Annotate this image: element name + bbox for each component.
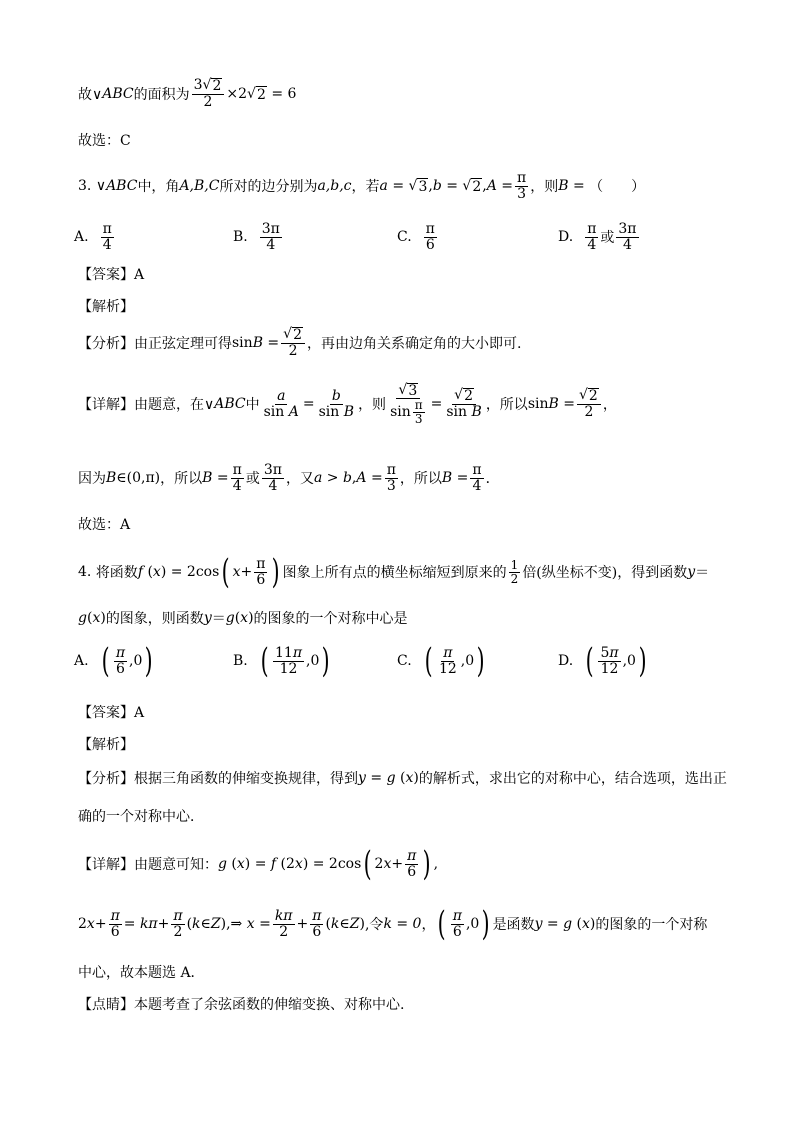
q3-if: ，若	[351, 179, 380, 195]
q3-xiangjie-text4: ，所以	[485, 397, 528, 413]
q3-angles: A,B,C	[179, 178, 220, 194]
q3-since-or: 或	[245, 471, 260, 487]
q4-stem-text1: 将函数	[95, 565, 138, 581]
q3-option-a-label: A.	[74, 229, 89, 246]
q3-stem-text: 中，角	[137, 179, 180, 195]
q4-option-c: C. ( $\frac{\pi}{12}$ ,0 )	[397, 641, 485, 681]
q4-stem-eq: ＝	[695, 565, 710, 581]
q4-dianjing-text: 本题考查了余弦函数的伸缩变换、对称中心.	[134, 997, 405, 1013]
q3-xiangjie-text5: ，	[602, 397, 617, 413]
q4-answer	[78, 702, 734, 722]
q3-fenxi-tag: 【分析】	[78, 336, 134, 352]
q3-since-text2: ，所以	[160, 471, 203, 487]
q3-xiangjie-tag: 【详解】	[78, 397, 134, 413]
q4-option-d: D. ( $\frac{5\pi}{12}$ ,0 )	[558, 641, 647, 681]
q4-stem-text2: 图象上所有点的横坐标缩短到原来的	[282, 565, 507, 581]
q3-option-c-label: C.	[397, 229, 412, 246]
q3-xiangjie-triangle: ABC	[214, 396, 246, 412]
q4-conclude	[78, 962, 734, 982]
q4-dianjing-tag: 【点睛】	[78, 997, 134, 1013]
area-text: 的面积为	[133, 87, 190, 103]
prev-answer-text: 故选：C	[78, 133, 131, 149]
q4-analysis-head	[78, 734, 734, 754]
q3-xiangjie-text3: ，则	[358, 397, 387, 413]
q4-xiangjie-tag: 【详解】	[78, 857, 134, 873]
q4-solve-text4: 的图象的一个对称	[595, 917, 708, 933]
q3-since: 因为 B∈(0,π) ，所以 B = $\frac{\pi}{4}$ 或 $\frac{3\pi}{4}$ ，又 a > b,A = $\frac{\pi}{3}$ ，所以 B = $\frac{\pi}{4}$ ．	[78, 461, 500, 494]
q4-analysis-label: 【解析】	[78, 737, 134, 753]
q3-analysis-label: 【解析】	[78, 299, 134, 315]
q3-fenxi: 【分析】 由正弦定理可得 sinB = √ 2 2 ，再由边角关系确定角的大小即可.	[78, 326, 522, 359]
q4-stem: 4. 将函数 f (x) = 2cos ( x + $\frac{\pi}{6}$ ) 图象上所有点的横坐标缩短到原来的 $\frac{1}{2}$ 倍(纵坐标不变)，得到函数 y ＝	[78, 552, 710, 592]
q4-option-a-label: A.	[74, 653, 89, 669]
q3-blank: （ ）	[589, 179, 646, 195]
q3-since-text3: ，又	[285, 471, 314, 487]
q4-answer-text: 【答案】A	[78, 705, 145, 721]
q4-xiangjie: 【详解】 由题意可知： g (x) = f (2x) = 2cos ( 2 x + $\frac{\pi}{6}$ ) ,	[78, 844, 439, 884]
q4-fenxi-text3: 确的一个对称中心．	[78, 809, 204, 825]
q3-triangle: ABC	[106, 178, 138, 194]
q4-option-a: A. ( $\frac{\pi}{6}$ ,0 )	[74, 641, 154, 681]
q4-solve-k: k = 0	[383, 916, 422, 932]
q4-solve-text3: 是函数	[492, 917, 535, 933]
area-result: 6	[287, 86, 297, 102]
q3-xiangjie: 【详解】 由题意，在∨ ABC 中 $\frac{a}{\text{sin A}}$ = $\frac{b}{\text{sin B}}$ ，则 √ 3 sin $\frac{\pi}{3}$ = √ 2 sin B ，所以 sinB = √ 2 2 ，	[78, 381, 617, 426]
q4-stem-line2: g(x) 的图象，则函数 y ＝ g(x) 的图象的一个对称中心是	[78, 610, 408, 627]
q3-stem: 3. ∨ ABC 中，角 A,B,C 所对的边分别为 a,b,c ，若 a = √ 3 ,b = √ 2 ,A = $\frac{\pi}{3}$ ，则 B = （ ）	[78, 169, 646, 202]
q4-option-c-label: C.	[397, 653, 412, 669]
q4-fenxi-text1: 根据三角函数的伸缩变换规律，得到	[134, 771, 358, 787]
q4-dianjing	[78, 994, 734, 1014]
q4-option-b: B. ( $\frac{11\pi}{12}$ ,0 )	[233, 641, 331, 681]
q3-option-d-label: D.	[558, 229, 574, 246]
q3-option-d: D. $\frac{\pi}{4}$ 或 $\frac{3\pi}{4}$	[558, 221, 637, 253]
q4-option-b-label: B.	[233, 653, 248, 669]
q3-final	[78, 514, 734, 534]
q4-stem-line2-eq: ＝	[211, 611, 226, 627]
q3-answer	[78, 264, 734, 284]
q4-fenxi-text2: 的解析式，求出它的对称中心，结合选项，选出正	[418, 771, 727, 787]
q4-option-d-label: D.	[558, 653, 574, 669]
fraction-3sqrt2-over-2: 3√ 2 2	[192, 78, 225, 109]
q3-conditions: a = √ 3 ,b = √ 2 ,A =	[379, 177, 514, 195]
q3-since-text4: ，所以	[399, 471, 442, 487]
area-product: ×2√ 2 =	[226, 85, 288, 103]
q4-number: 4.	[78, 564, 92, 580]
q3-pi-over-3: $\frac{\pi}{3}$	[517, 169, 527, 202]
q3-option-d-or: 或	[600, 230, 615, 247]
q3-since-text5: ．	[485, 471, 500, 487]
q3-fenxi-text2: ，再由边角关系确定角的大小即可.	[307, 336, 522, 352]
q3-fenxi-text1: 由正弦定理可得	[134, 336, 232, 352]
q3-option-c: C. $\frac{\pi}{6}$	[397, 221, 435, 253]
area-line	[78, 74, 734, 114]
q3-xiangjie-text1: 由题意，在∨	[134, 397, 215, 413]
q3-option-b: B. $\frac{3\pi}{4}$	[233, 221, 280, 253]
q4-fenxi-line2	[78, 806, 734, 826]
q4-conclude-text: 中心，故本题选 A．	[78, 965, 205, 981]
q3-xiangjie-text2: 中	[245, 397, 260, 413]
q3-since-text1: 因为	[78, 471, 106, 487]
q4-solve: 2x+ $\frac{\pi}{6}$ = kπ+ $\frac{\pi}{2}$ (k∈Z),⇒ x = $\frac{k\pi}{2}$ + $\frac{\pi}{6}$ (k∈Z) ,令 k = 0 ， ( $\frac{\pi}{6}$ ,0 ) 是函数 y = g (x) 的图象的一个对称	[78, 904, 708, 944]
q3-final-text: 故选：A	[78, 517, 131, 533]
q4-fenxi-tag: 【分析】	[78, 771, 134, 787]
q3-analysis-head	[78, 296, 734, 316]
q4-stem-line2-end: 的图象的一个对称中心是	[253, 611, 408, 627]
q3-number: 3.	[78, 178, 92, 194]
q4-fenxi: 【分析】 根据三角函数的伸缩变换规律，得到 y = g (x) 的解析式，求出它的对称中心，结合选项，选出正	[78, 770, 727, 787]
q3-stem-text2: 所对的边分别为	[219, 179, 318, 195]
q4-xiangjie-text1: 由题意可知：	[134, 857, 218, 873]
q4-solve-comma: ，	[421, 917, 436, 933]
q4-solve-let: ,令	[364, 917, 384, 933]
q3-answer-text: 【答案】A	[78, 267, 145, 283]
triangle-name: ABC	[102, 86, 134, 102]
q3-option-b-label: B.	[233, 229, 248, 246]
q3-stem-symbol: ∨	[95, 178, 107, 194]
prev-answer	[78, 130, 734, 150]
area-prefix: 故∨	[78, 87, 103, 103]
q4-stem-line2-text: 的图象，则函数	[105, 611, 204, 627]
q3-then: ，则	[530, 179, 559, 195]
q3-option-a: A. $\frac{\pi}{4}$	[74, 221, 112, 253]
q4-stem-text3: 倍(纵坐标不变)，得到函数	[522, 565, 688, 581]
q3-sides: a,b,c	[317, 178, 352, 194]
